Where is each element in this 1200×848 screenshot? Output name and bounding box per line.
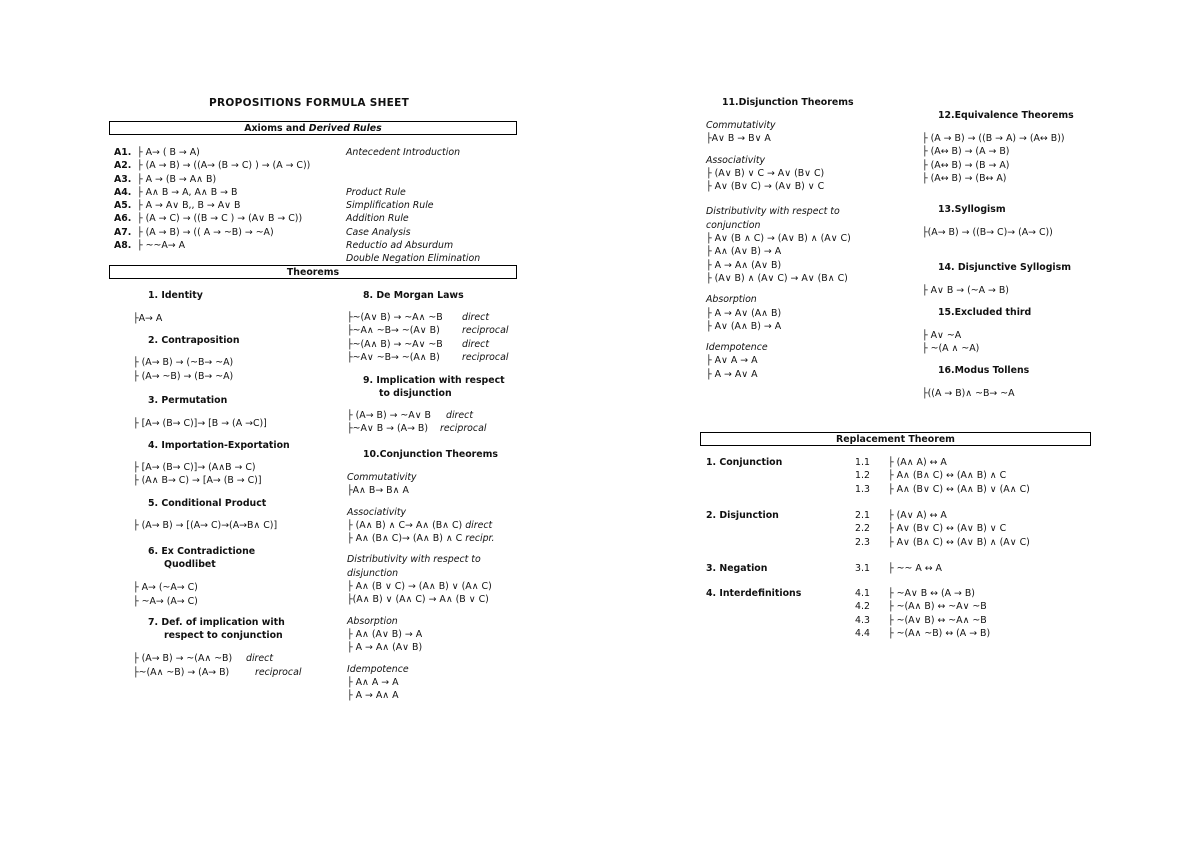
theorem-5-title: 5. Conditional Product [148, 498, 267, 509]
replacement-group-formulas [888, 456, 1030, 496]
theorem-5-line: ├ (A→ B) → [(A→ C)→(A→B∧ C)] [133, 520, 278, 531]
theorem-9-note: reciprocal [440, 423, 487, 434]
axiom-name: Simplification Rule [346, 200, 434, 212]
theorem-8-line: ├~A∧ ~B→ ~(A∨ B) [347, 325, 440, 337]
theorem-11-line: ├ A → A∨ A [706, 368, 758, 380]
theorem-10-absorption: Absorption [347, 615, 398, 627]
theorem-16-title: 16.Modus Tollens [938, 365, 1030, 376]
theorem-11-line: ├A∨ B → B∨ A [706, 133, 771, 145]
theorem-10-line: ├ (A∧ B) ∧ C→ A∧ (B∧ C) direct [347, 519, 493, 531]
theorem-11-line: ├ A∨ (B ∧ C) → (A∨ B) ∧ (A∨ C) [706, 233, 851, 245]
theorem-13-title: 13.Syllogism [938, 204, 1006, 215]
theorems-heading-box: Theorems [109, 265, 517, 279]
theorem-14-title: 14. Disjunctive Syllogism [938, 262, 1071, 273]
theorem-7-title-cont: respect to conjunction [164, 630, 283, 641]
axioms-heading-italic: Derived Rules [308, 123, 382, 134]
theorem-7-title: 7. Def. of implication with [148, 617, 285, 628]
replacement-formula: ├ A∨ (B∧ C) ↔ (A∨ B) ∧ (A∨ C) [888, 536, 1030, 548]
axiom-formula: ├ A→ ( B → A) [137, 147, 200, 158]
theorem-8-line: ├~(A∨ B) → ~A∧ ~B [347, 312, 443, 323]
replacement-heading-box: Replacement Theorem [700, 432, 1091, 446]
theorem-10-body [347, 471, 495, 702]
theorem-10-line: ├A∧ B→ B∧ A [347, 485, 409, 497]
replacement-number: 2.2 [855, 523, 870, 535]
replacement-formula: ├ A∧ (B∨ C) ↔ (A∧ B) ∨ (A∧ C) [888, 483, 1030, 495]
axiom-name: Reductio ad Absurdum [346, 240, 454, 252]
replacement-formula: ├ ~(A∨ B) ↔ ~A∧ ~B [888, 614, 987, 626]
axiom-name: Addition Rule [346, 213, 409, 225]
theorem-12-line: ├ (A↔ B) → (B → A) [922, 159, 1010, 171]
theorem-11-line: ├ A → A∧ (A∨ B) [706, 259, 782, 271]
axiom-label: A7. [114, 226, 132, 238]
theorem-12-title: 12.Equivalence Theorems [938, 110, 1074, 121]
replacement-group-formulas [888, 509, 1030, 549]
theorem-11-line: ├ A∨ (A∧ B) → A [706, 320, 782, 332]
replacement-group-title: 4. Interdefinitions [706, 588, 802, 599]
axiom-formula: ├ A → A∨ B,, B → A∨ B [137, 200, 241, 212]
axiom-labels [114, 146, 131, 252]
theorem-8-lines [347, 311, 443, 364]
theorem-11-distributivity: Distributivity with respect to [706, 206, 840, 218]
theorem-10-line: ├ A → A∧ (A∨ B) [347, 642, 423, 654]
theorem-6-title: 6. Ex Contradictione [148, 546, 256, 557]
axiom-name: Antecedent Introduction [346, 147, 461, 158]
theorem-16-line: ├((A → B)∧ ~B→ ~A [922, 388, 1015, 399]
replacement-number: 4.1 [855, 588, 870, 599]
theorem-11-line: ├ A → A∨ (A∧ B) [706, 307, 782, 319]
replacement-formula: ├ (A∨ A) ↔ A [888, 510, 947, 521]
theorem-6-title-cont: Quodlibet [164, 559, 216, 570]
axiom-name: Product Rule [346, 186, 406, 198]
replacement-number: 4.3 [855, 614, 870, 626]
replacement-formula: ├ (A∧ A) ↔ A [888, 457, 947, 468]
theorem-4-line: ├ [A→ (B→ C)]→ (A∧B → C) [133, 462, 256, 473]
theorem-11-distributivity-cont: conjunction [706, 219, 761, 231]
replacement-number: 1.3 [855, 483, 870, 495]
theorem-12-lines [922, 132, 1065, 185]
axiom-formula: ├ A → (B → A∧ B) [137, 173, 217, 185]
theorem-11-associativity: Associativity [706, 154, 766, 166]
theorem-3-line: ├ [A→ (B→ C)]→ [B → (A →C)] [133, 418, 267, 429]
theorem-15-title: 15.Excluded third [938, 307, 1032, 318]
theorem-10-line: ├ A∧ (B∧ C)→ (A∧ B) ∧ C recipr. [347, 533, 495, 545]
theorem-10-commutativity: Commutativity [347, 472, 417, 483]
replacement-group-title: 2. Disjunction [706, 510, 779, 521]
axiom-label: A4. [114, 186, 132, 198]
replacement-formula: ├ ~~ A ↔ A [888, 563, 942, 574]
theorem-10-line: ├ A∧ (B ∨ C) → (A∧ B) ∨ (A∧ C) [347, 581, 492, 593]
axioms-heading-plain: Axioms and [244, 123, 306, 134]
replacement-group-title: 1. Conjunction [706, 457, 783, 468]
axiom-label: A6. [114, 213, 132, 225]
theorem-11-line: ├ (A∨ B) ∨ C → A∨ (B∨ C) [706, 167, 825, 179]
axiom-formula: ├ (A → B) → ((A→ (B → C) ) → (A → C)) [137, 160, 311, 172]
theorem-4-title: 4. Importation-Exportation [148, 440, 290, 451]
theorem-14-line: ├ A∨ B → (~A → B) [922, 285, 1009, 296]
replacement-formula: ├ ~(A∧ B) ↔ ~A∨ ~B [888, 601, 987, 613]
theorem-10-idempotence: Idempotence [347, 663, 409, 675]
theorem-10-line: ├ A∧ A → A [347, 676, 399, 688]
theorem-1-line: ├A→ A [133, 313, 163, 324]
theorem-2-title: 2. Contraposition [148, 335, 240, 346]
axiom-label: A1. [114, 147, 132, 158]
theorem-10-line: ├ A∧ (A∨ B) → A [347, 628, 423, 640]
theorem-7-note: direct [246, 653, 274, 664]
theorem-11-title: 11.Disjunction Theorems [722, 97, 854, 108]
axiom-formula: ├ (A → B) → (( A → ~B) → ~A) [137, 226, 274, 238]
replacement-group-numbers [855, 509, 870, 549]
theorem-7-line: ├ (A→ B) → ~(A∧ ~B) [133, 653, 233, 664]
theorem-11-commutativity: Commutativity [706, 120, 776, 131]
theorem-6-line: ├ A→ (~A→ C) [133, 582, 198, 593]
theorem-9-note: direct [446, 410, 474, 421]
theorem-11-absorption: Absorption [706, 294, 757, 306]
replacement-number: 4.2 [855, 601, 870, 613]
theorem-4-line: ├ (A∧ B→ C) → [A→ (B → C)] [133, 475, 262, 486]
axiom-label: A5. [114, 200, 132, 212]
axiom-formula: ├ ~~A→ A [137, 240, 185, 252]
theorem-8-title: 8. De Morgan Laws [363, 290, 464, 301]
axiom-name: Case Analysis [346, 226, 411, 238]
axiom-formula: ├ A∧ B → A, A∧ B → B [137, 186, 238, 198]
theorem-11-line: ├ A∧ (A∨ B) → A [706, 246, 782, 258]
theorem-10-line: ├ A → A∧ A [347, 690, 399, 702]
theorem-7-note: reciprocal [255, 667, 302, 678]
replacement-number: 1.1 [855, 457, 870, 468]
replacement-formula: ├ A∨ (B∨ C) ↔ (A∨ B) ∨ C [888, 523, 1007, 535]
theorem-1-title: 1. Identity [148, 290, 203, 301]
axioms-heading-box [109, 121, 517, 135]
axiom-name: Double Negation Elimination [346, 253, 481, 265]
theorem-8-note: direct [462, 338, 490, 350]
axiom-name [346, 173, 480, 186]
theorem-2-line: ├ (A→ ~B) → (B→ ~A) [133, 371, 234, 382]
theorem-8-notes [462, 311, 508, 364]
theorem-9-title: 9. Implication with respect [363, 375, 505, 386]
theorem-11-body [706, 119, 851, 381]
replacement-number: 1.2 [855, 470, 870, 482]
page-title: PROPOSITIONS FORMULA SHEET [209, 97, 410, 109]
replacement-number: 2.1 [855, 510, 870, 521]
theorem-15-line: ├ A∨ ~A [922, 330, 962, 341]
theorem-12-line: ├ (A↔ B) → (A → B) [922, 146, 1010, 158]
theorem-10-title: 10.Conjunction Theorems [363, 449, 498, 460]
replacement-formula: ├ ~A∨ B ↔ (A → B) [888, 588, 975, 599]
theorem-10-associativity: Associativity [347, 506, 407, 518]
theorem-9-title-cont: to disjunction [379, 388, 452, 399]
theorem-12-line: ├ (A → B) → ((B → A) → (A↔ B)) [922, 133, 1065, 144]
theorem-2-line: ├ (A→ B) → (~B→ ~A) [133, 357, 234, 368]
replacement-number: 2.3 [855, 536, 870, 548]
theorem-10-line: ├(A∧ B) ∨ (A∧ C) → A∧ (B ∨ C) [347, 594, 489, 606]
theorem-3-title: 3. Permutation [148, 395, 228, 406]
theorem-7-line: ├~(A∧ ~B) → (A→ B) [133, 667, 230, 678]
axiom-label: A8. [114, 240, 132, 252]
axiom-names [346, 146, 480, 266]
replacement-group-numbers [855, 456, 870, 496]
replacement-group-formulas [888, 587, 990, 640]
axiom-formula: ├ (A → C) → ((B → C ) → (A∨ B → C)) [137, 213, 303, 225]
theorem-8-line: ├~A∨ ~B→ ~(A∧ B) [347, 351, 440, 363]
theorem-11-idempotence: Idempotence [706, 342, 768, 354]
axiom-formulas [137, 146, 310, 252]
theorem-8-note: reciprocal [462, 325, 509, 337]
axiom-label: A2. [114, 160, 132, 172]
replacement-group-numbers [855, 587, 870, 640]
replacement-formula: ├ ~(A∧ ~B) ↔ (A → B) [888, 627, 991, 639]
theorem-11-line: ├ A∨ (B∨ C) → (A∨ B) ∨ C [706, 181, 825, 193]
theorem-13-line: ├(A→ B) → ((B→ C)→ (A→ C)) [922, 227, 1053, 238]
theorem-12-line: ├ (A↔ B) → (B↔ A) [922, 172, 1007, 184]
replacement-group-title: 3. Negation [706, 563, 768, 574]
axiom-label: A3. [114, 173, 132, 185]
axiom-name [346, 159, 480, 172]
theorem-11-line: ├ A∨ A → A [706, 355, 758, 367]
theorem-8-note: direct [462, 312, 490, 323]
theorem-15-line: ├ ~(A ∧ ~A) [922, 343, 980, 354]
theorem-8-line: ├~(A∧ B) → ~A∨ ~B [347, 338, 443, 350]
theorem-9-line: ├~A∨ B → (A→ B) [347, 423, 428, 434]
theorem-9-line: ├ (A→ B) → ~A∨ B [347, 410, 431, 421]
replacement-number: 3.1 [855, 563, 870, 574]
replacement-number: 4.4 [855, 627, 870, 639]
theorem-11-line: ├ (A∨ B) ∧ (A∨ C) → A∨ (B∧ C) [706, 272, 848, 284]
theorem-10-distributivity: Distributivity with respect to [347, 554, 481, 566]
theorem-10-distributivity-cont: disjunction [347, 567, 399, 579]
theorem-8-note: reciprocal [462, 351, 509, 363]
theorem-6-line: ├ ~A→ (A→ C) [133, 596, 198, 607]
replacement-formula: ├ A∧ (B∧ C) ↔ (A∧ B) ∧ C [888, 470, 1007, 482]
